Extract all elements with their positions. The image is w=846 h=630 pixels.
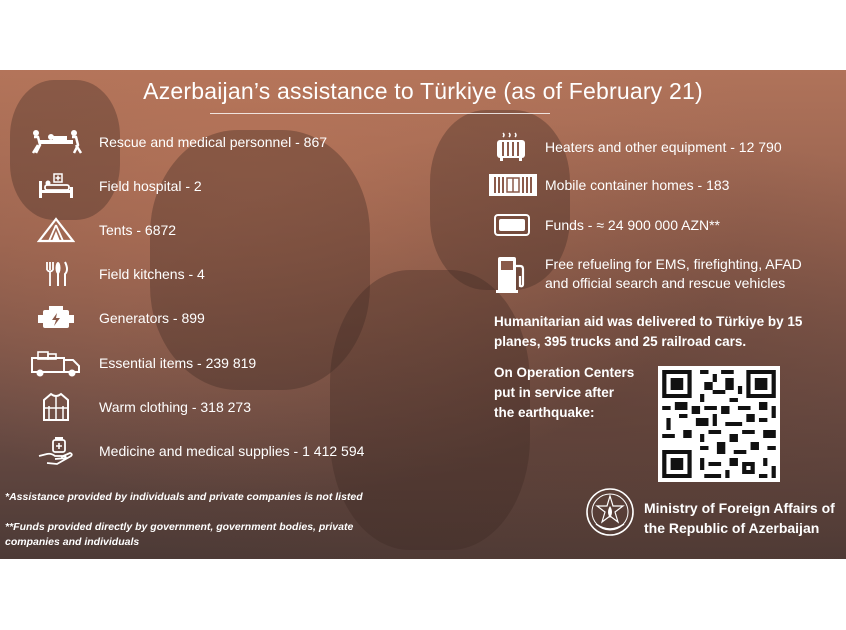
footnote-funds — [5, 520, 353, 550]
operation-line-1: On Operation Centers — [494, 365, 635, 380]
generators-label: Generators - 899 — [99, 310, 205, 326]
warm-clothing-label: Warm clothing - 318 273 — [99, 399, 251, 415]
medicine-hand-icon — [36, 436, 76, 466]
fuel-pump-icon — [494, 252, 528, 296]
humanitarian-aid-text — [494, 312, 802, 352]
operation-line-2: put in service after — [494, 385, 615, 400]
tents-label: Tents - 6872 — [99, 222, 177, 238]
poster — [0, 70, 846, 559]
medicine-label: Medicine and medical supplies - 1 412 594 — [99, 443, 365, 459]
delivery-truck-icon — [30, 348, 82, 378]
heaters-label: Heaters and other equipment - 12 790 — [545, 139, 782, 155]
generator-icon — [36, 304, 76, 332]
ministry-name — [644, 498, 835, 538]
operation-line-3: the earthquake: — [494, 405, 595, 420]
qr-code-graphic — [658, 366, 780, 482]
refueling-line-2: and official search and rescue vehicles — [545, 275, 786, 291]
list-item-refueling — [0, 252, 802, 296]
essential-items-label: Essential items - 239 819 — [99, 355, 257, 371]
heater-icon — [494, 132, 528, 162]
ministry-line-1: Ministry of Foreign Affairs of — [644, 500, 835, 516]
footnote-individuals: *Assistance provided by individuals and private companies is not listed — [5, 491, 363, 503]
field-kitchens-label: Field kitchens - 4 — [99, 266, 205, 282]
list-item-essential-items — [0, 348, 256, 378]
coat-of-arms-emblem-icon — [584, 486, 636, 543]
list-item-warm-clothing — [0, 392, 251, 422]
page-title: Azerbaijan’s assistance to Türkiye (as of February 21) — [143, 78, 703, 104]
refueling-label — [545, 255, 802, 293]
refueling-line-1: Free refueling for EMS, firefighting, AFAD — [545, 256, 802, 272]
list-item-medicine — [0, 436, 364, 466]
qr-code[interactable] — [658, 366, 780, 482]
humanitarian-line-2: planes, 395 trucks and 25 railroad cars. — [494, 334, 747, 349]
humanitarian-line-1: Humanitarian aid was delivered to Türkiye by 15 — [494, 314, 803, 329]
funds-label: Funds - ≈ 24 900 000 AZN** — [545, 217, 721, 233]
list-item-container-homes — [0, 170, 729, 200]
funds-icon — [492, 210, 532, 240]
field-hospital-label: Field hospital - 2 — [99, 178, 202, 194]
title-divider — [210, 113, 550, 114]
list-item-heaters — [0, 132, 782, 162]
rescue-personnel-label: Rescue and medical personnel - 867 — [99, 134, 328, 150]
list-item-generators — [0, 304, 205, 332]
jacket-icon — [40, 392, 72, 422]
container-homes-label: Mobile container homes - 183 — [545, 177, 730, 193]
container-icon — [488, 170, 538, 200]
list-item-funds — [0, 210, 720, 240]
footnote-funds-line-1: **Funds provided directly by government, government bodies, private — [5, 521, 354, 533]
ministry-line-2: the Republic of Azerbaijan — [644, 520, 820, 536]
operation-centers-text — [494, 363, 634, 423]
footnote-funds-line-2: companies and individuals — [5, 536, 140, 548]
